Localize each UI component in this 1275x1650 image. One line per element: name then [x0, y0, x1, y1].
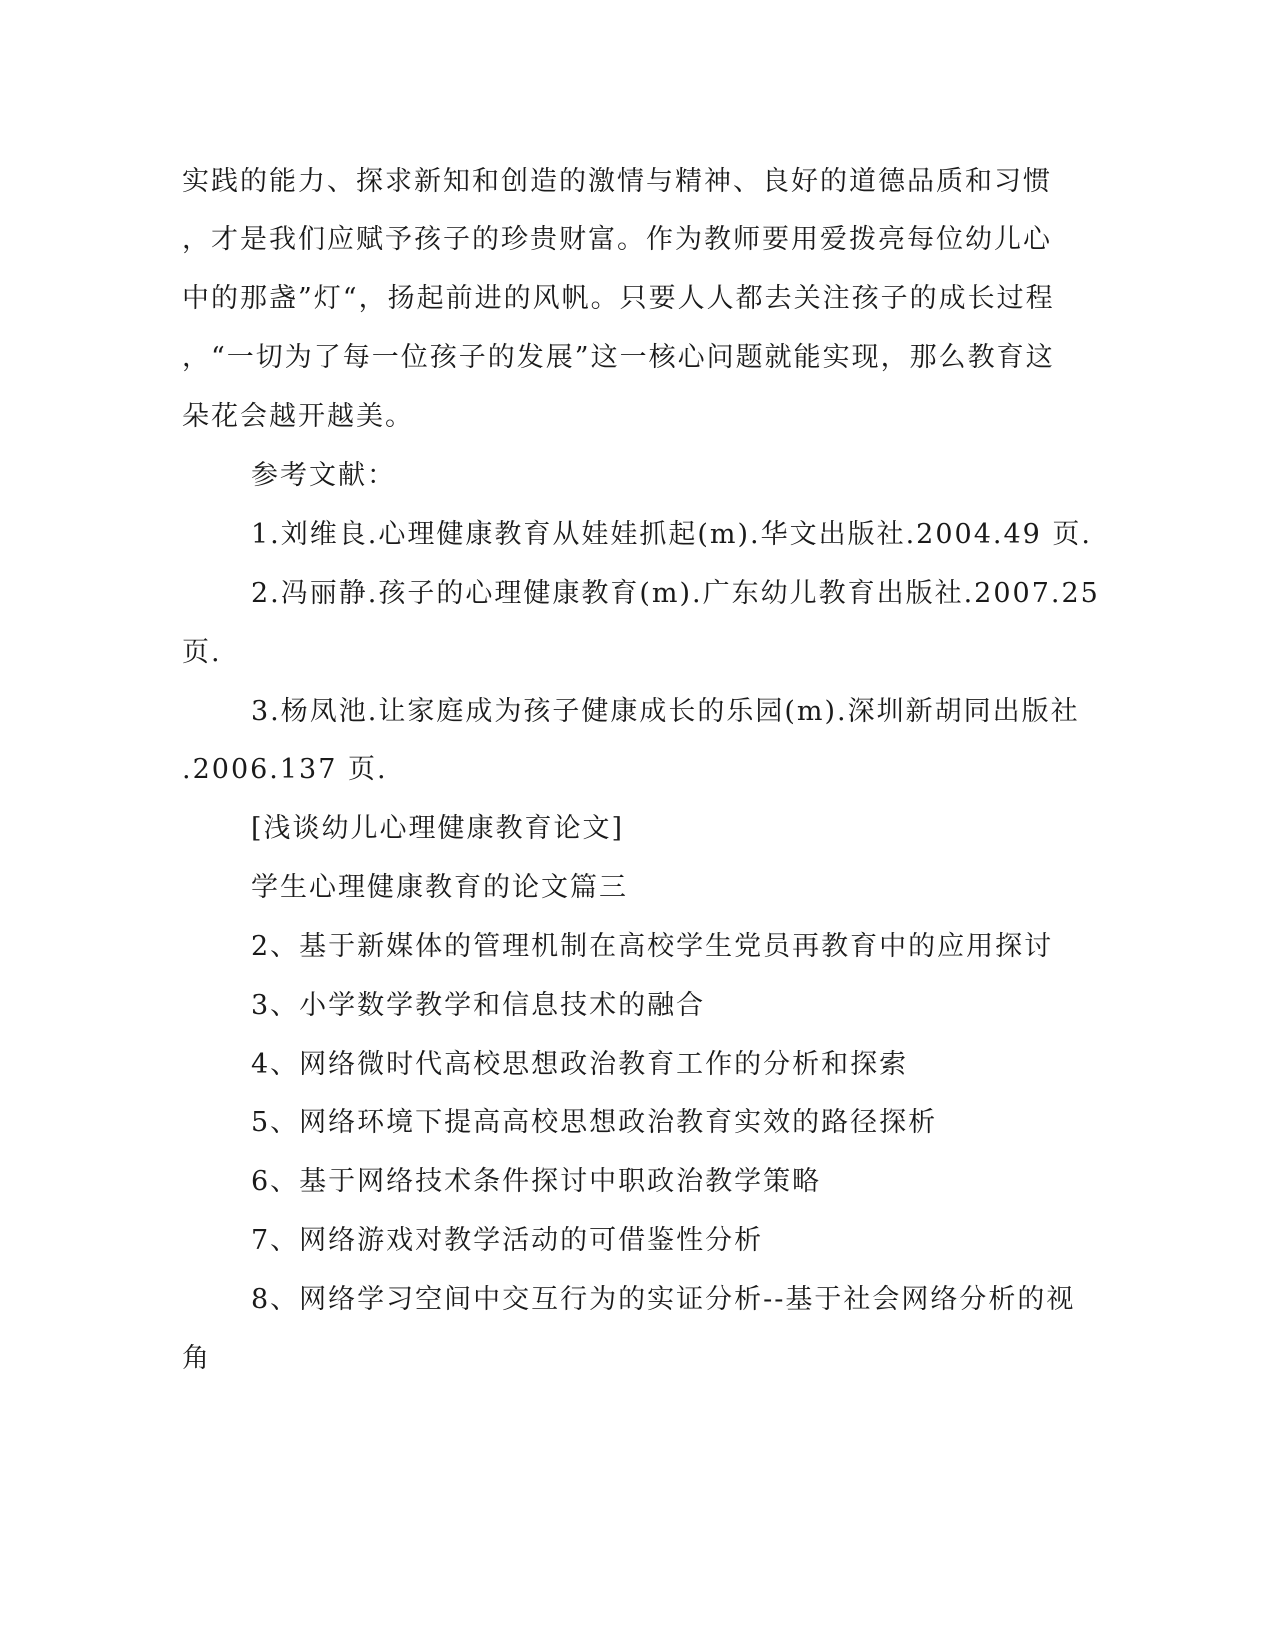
paragraph-line: ，才是我们应赋予孩子的珍贵财富。作为教师要用爱拨亮每位幼儿心	[182, 224, 1052, 255]
topic-item-2: 2、基于新媒体的管理机制在高校学生党员再教育中的应用探讨	[251, 931, 1054, 962]
section-title: 学生心理健康教育的论文篇三	[251, 872, 628, 903]
paragraph-line: ，“一切为了每一位孩子的发展”这一核心问题就能实现，那么教育这	[182, 342, 1055, 373]
reference-item-3: 3.杨凤池.让家庭成为孩子健康成长的乐园(m).深圳新胡同出版社	[251, 696, 1080, 727]
reference-item-2-continued: 页.	[182, 637, 222, 668]
paragraph-line: 实践的能力、探求新知和创造的激情与精神、良好的道德品质和习惯	[182, 166, 1052, 197]
reference-item-2: 2.冯丽静.孩子的心理健康教育(m).广东幼儿教育出版社.2007.25	[251, 578, 1100, 609]
topic-item-3: 3、小学数学教学和信息技术的融合	[251, 990, 706, 1021]
topic-item-8-continued: 角	[182, 1343, 211, 1374]
topic-item-6: 6、基于网络技术条件探讨中职政治教学策略	[251, 1166, 822, 1197]
paragraph-line: 朵花会越开越美。	[182, 401, 414, 432]
topic-item-4: 4、网络微时代高校思想政治教育工作的分析和探索	[251, 1049, 909, 1080]
topic-item-7: 7、网络游戏对教学活动的可借鉴性分析	[251, 1225, 764, 1256]
references-heading: 参考文献：	[251, 460, 396, 491]
reference-item-1: 1.刘维良.心理健康教育从娃娃抓起(m).华文出版社.2004.49 页.	[251, 519, 1092, 550]
reference-item-3-continued: .2006.137 页.	[182, 754, 388, 785]
topic-item-5: 5、网络环境下提高高校思想政治教育实效的路径探析	[251, 1107, 938, 1138]
topic-item-8: 8、网络学习空间中交互行为的实证分析--基于社会网络分析的视	[251, 1284, 1076, 1315]
paragraph-line: 中的那盏”灯“，扬起前进的风帆。只要人人都去关注孩子的成长过程	[182, 283, 1055, 314]
bracket-title: [浅谈幼儿心理健康教育论文]	[251, 813, 625, 844]
